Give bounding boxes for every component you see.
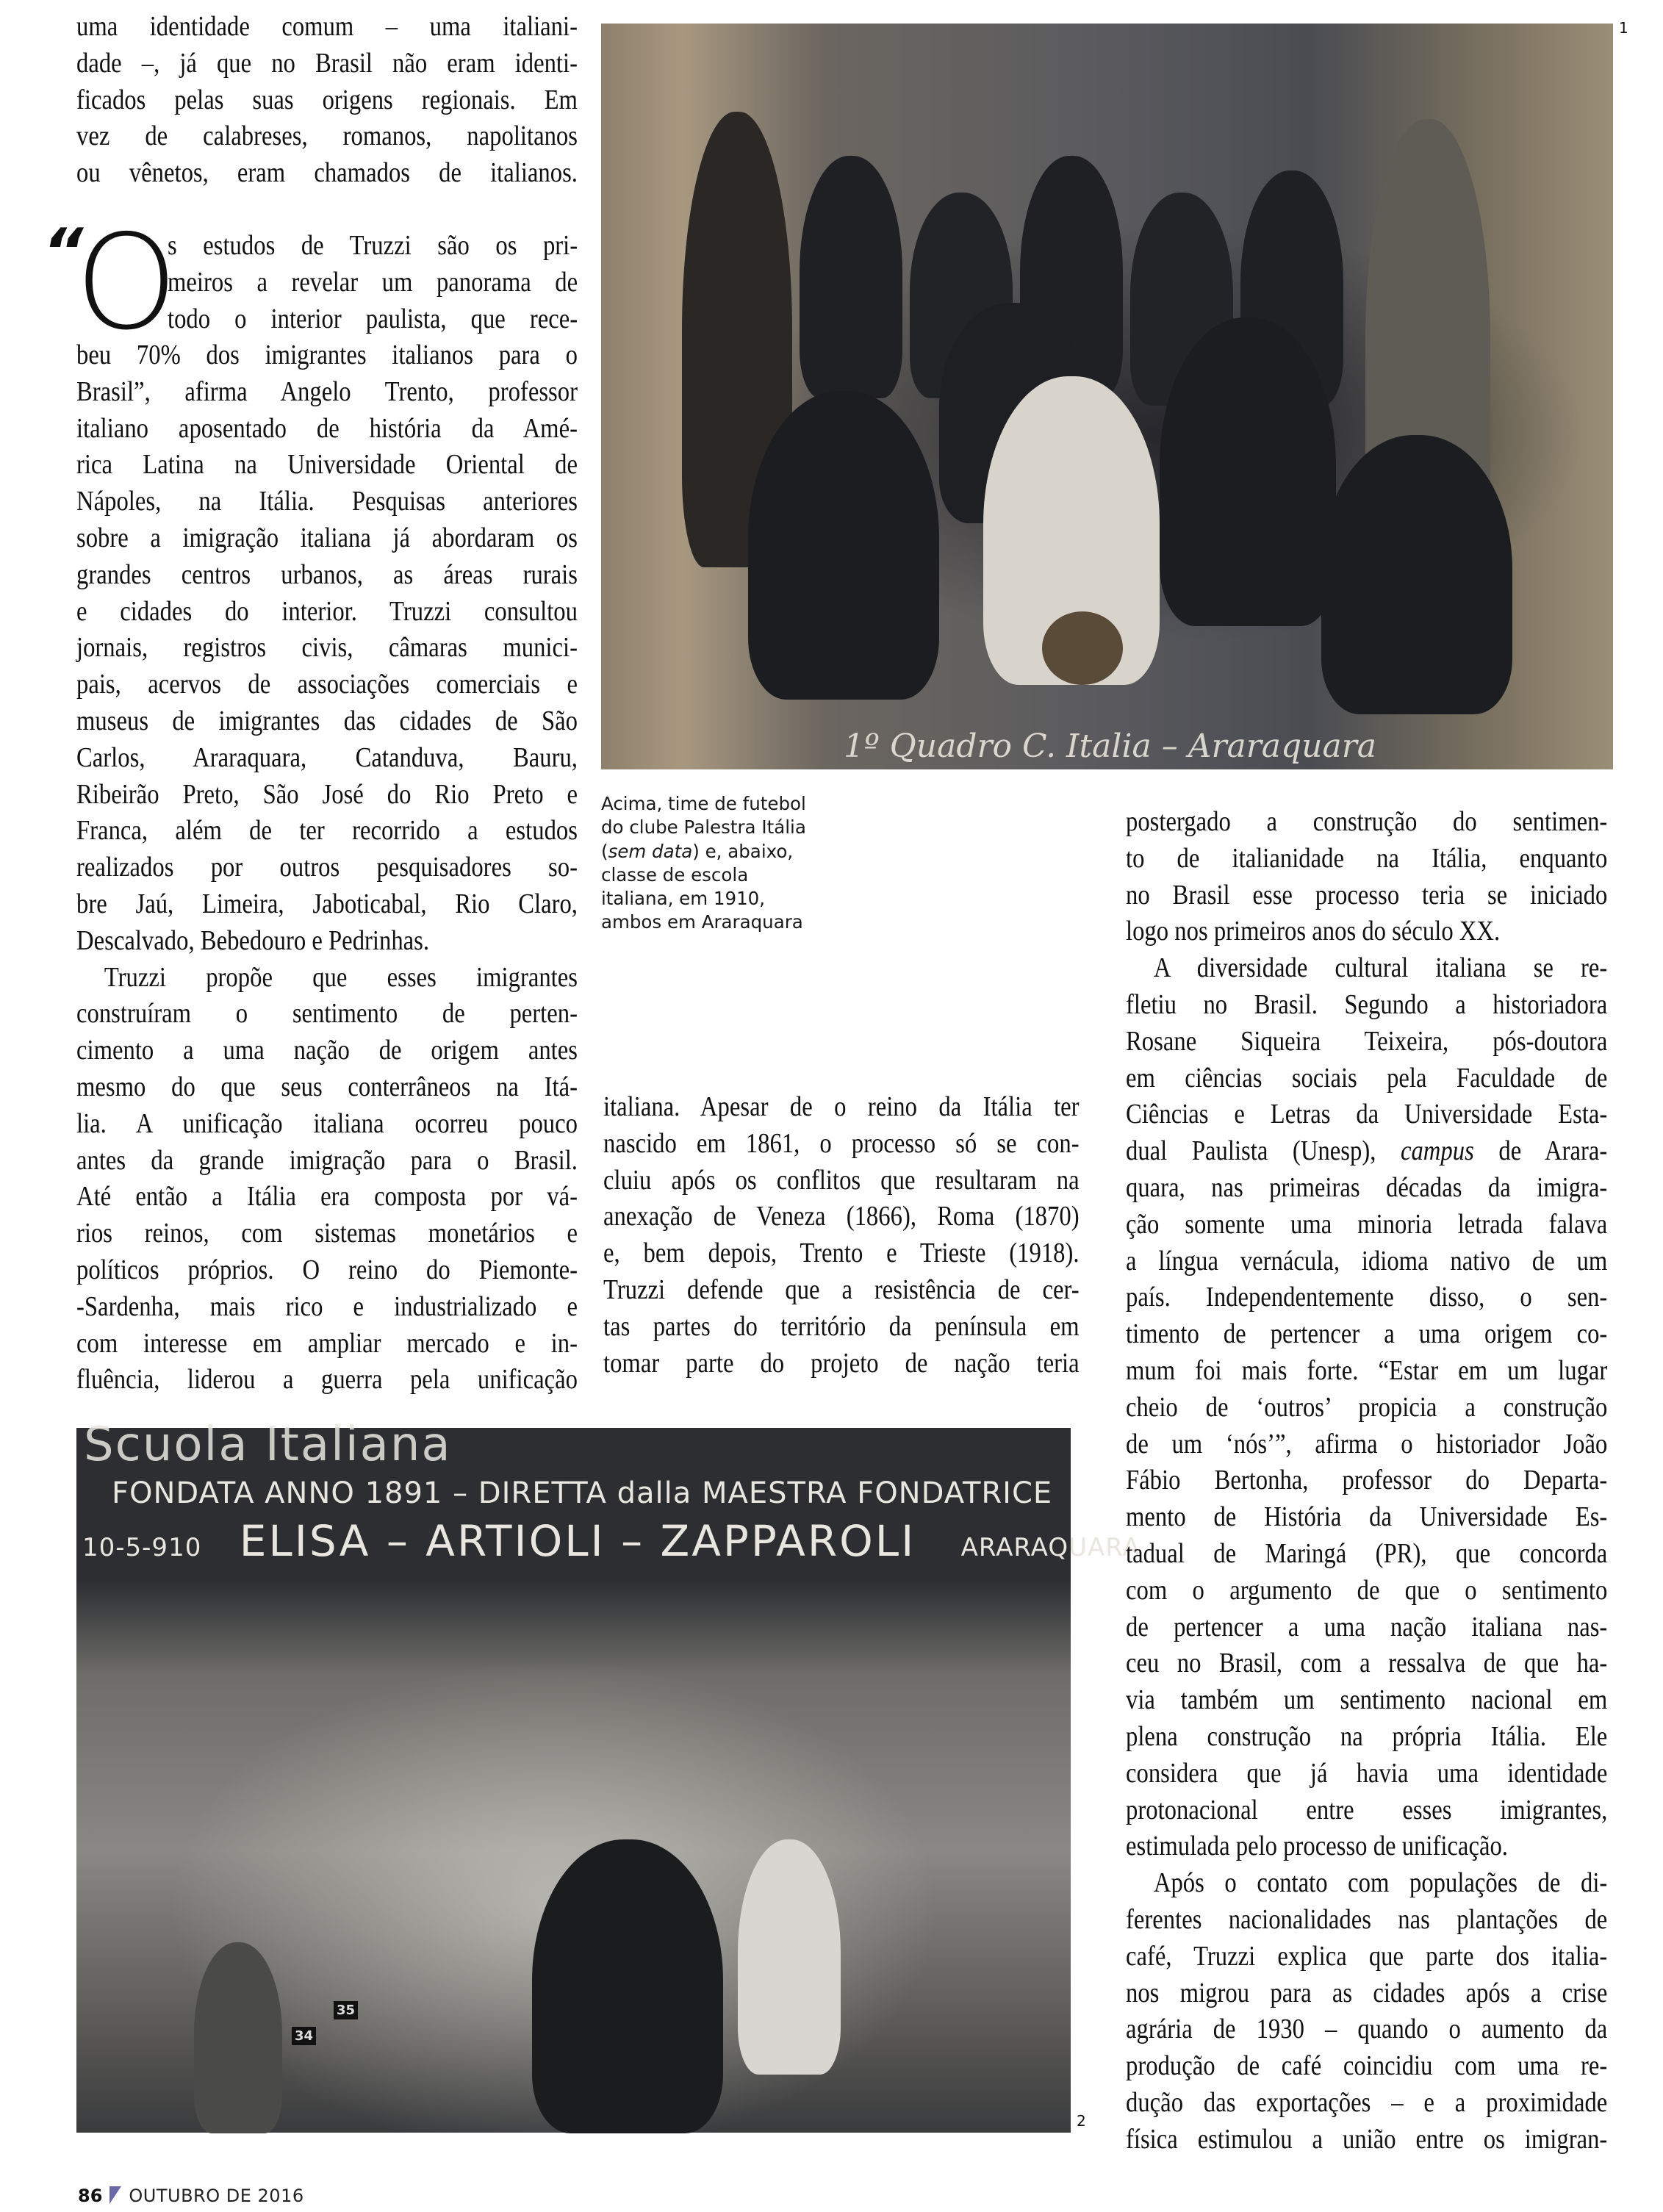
text-run: dual Paulista (Unesp), bbox=[1126, 1135, 1401, 1167]
figure-silhouette bbox=[800, 156, 902, 398]
text-line: italiana. Apesar de o reino da Itália ter bbox=[603, 1091, 1080, 1122]
text-line: Rosane Siqueira Teixeira, pós-doutora bbox=[1126, 1025, 1608, 1057]
text-line: anexação de Veneza (1866), Roma (1870) bbox=[603, 1201, 1080, 1232]
teacher-silhouette bbox=[532, 1839, 723, 2133]
text-line: timento de pertencer a uma origem co- bbox=[1126, 1318, 1608, 1350]
text-line: mento de História da Universidade Es- bbox=[1126, 1501, 1608, 1533]
text-line: de pertencer a uma nação italiana nas- bbox=[1126, 1611, 1608, 1642]
text-line: fletiu no Brasil. Segundo a historiadora bbox=[1126, 988, 1608, 1020]
photo-caption bbox=[601, 792, 822, 935]
text-line: rica Latina na Universidade Oriental de bbox=[76, 449, 578, 481]
student-tag: 35 bbox=[334, 2001, 358, 2019]
text-line: Carlos, Araraquara, Catanduva, Bauru, bbox=[76, 741, 578, 773]
board-name-line bbox=[82, 1516, 1141, 1566]
text-line: Franca, além de ter recorrido a estudos bbox=[76, 815, 578, 847]
text-line: s estudos de Truzzi são os pri- bbox=[168, 230, 578, 261]
text-italic: campus bbox=[1400, 1135, 1474, 1167]
text-line: Até então a Itália era composta por vá- bbox=[76, 1181, 578, 1213]
text-line: Ciências e Letras da Universidade Esta- bbox=[1126, 1099, 1608, 1130]
figure-silhouette bbox=[1321, 435, 1512, 714]
text-line: Truzzi defende que a resistência de cer- bbox=[603, 1274, 1080, 1305]
text-line: jornais, registros civis, câmaras munici- bbox=[76, 632, 578, 664]
text-line: via também um sentimento nacional em bbox=[1126, 1684, 1608, 1716]
text-line: e cidades do interior. Truzzi consultou bbox=[76, 595, 578, 627]
board-subtitle: FONDATA ANNO 1891 – DIRETTA dalla MAESTRA FONDATRICE bbox=[112, 1476, 1053, 1510]
text-line: considera que já havia uma identidade bbox=[1126, 1757, 1608, 1789]
text-line: café, Truzzi explica que parte dos italia- bbox=[1126, 1940, 1608, 1972]
text-line: mesmo do que seus conterrâneos na Itá- bbox=[76, 1071, 578, 1102]
text-line: Após o contato com populações de di- bbox=[1153, 1867, 1608, 1899]
text-line: mum foi mais forte. “Estar em um lugar bbox=[1126, 1354, 1608, 1386]
photo1-inscription: 1º Quadro C. Italia – Araraquara bbox=[844, 728, 1377, 765]
text-line bbox=[1126, 1133, 1607, 1170]
student-tag: 34 bbox=[292, 2027, 316, 2045]
page-number: 86 bbox=[78, 2186, 103, 2206]
text-line: tas partes do território da península em bbox=[603, 1310, 1080, 1342]
page-footer bbox=[78, 2186, 304, 2206]
caption-paren: ( bbox=[601, 840, 608, 862]
text-line: A diversidade cultural italiana se re- bbox=[1153, 952, 1608, 984]
caption-rest: ) e, abaixo, bbox=[692, 840, 794, 862]
text-run: de Arara- bbox=[1473, 1135, 1608, 1167]
board-place: ARARAQUARA bbox=[960, 1533, 1141, 1562]
text-line: nascido em 1861, o processo só se con- bbox=[603, 1127, 1080, 1159]
football bbox=[1042, 611, 1123, 685]
text-line: construíram o sentimento de perten- bbox=[76, 998, 578, 1030]
text-line: Brasil”, afirma Angelo Trento, professor bbox=[76, 376, 578, 407]
text-line: quara, nas primeiras décadas da imigra- bbox=[1126, 1171, 1608, 1203]
caption-line: Acima, time de futebol bbox=[601, 793, 806, 814]
caption-line: italiana, em 1910, bbox=[601, 888, 766, 910]
text-line: lia. A unificação italiana ocorreu pouco bbox=[76, 1107, 578, 1139]
text-line: Descalvado, Bebedouro e Pedrinhas. bbox=[76, 924, 430, 956]
text-line: ficados pelas suas origens regionais. Em bbox=[76, 84, 578, 115]
text-line: ção somente uma minoria letrada falava bbox=[1126, 1208, 1608, 1240]
text-line: museus de imigrantes das cidades de São bbox=[76, 705, 578, 736]
text-line: produção de café coincidiu com uma re- bbox=[1126, 2050, 1608, 2082]
text-line: fluência, liderou a guerra pela unificação bbox=[76, 1364, 578, 1396]
left-column-paragraph-1 bbox=[76, 9, 578, 192]
photo-italian-school-class bbox=[76, 1418, 1141, 2133]
text-line: rios reinos, com sistemas monetários e bbox=[76, 1218, 578, 1249]
text-line: todo o interior paulista, que rece- bbox=[168, 303, 578, 334]
text-line: -Sardenha, mais rico e industrializado e bbox=[76, 1290, 578, 1322]
photo1-number: 1 bbox=[1619, 19, 1628, 37]
text-line: ceu no Brasil, com a ressalva de que ha- bbox=[1126, 1648, 1608, 1679]
caption-line: ambos em Araraquara bbox=[601, 911, 803, 933]
text-line: estimulada pelo processo de unificação. bbox=[1126, 1831, 1508, 1862]
middle-column-text bbox=[603, 1089, 1080, 1382]
text-line: to de italianidade na Itália, enquanto bbox=[1126, 842, 1608, 874]
photo-football-team bbox=[601, 24, 1613, 769]
caption-line: classe de escola bbox=[601, 863, 749, 886]
text-line: políticos próprios. O reino do Piemonte- bbox=[76, 1254, 578, 1285]
text-line: país. Independentemente disso, o sen- bbox=[1126, 1282, 1608, 1313]
text-line: vez de calabreses, romanos, napolitanos bbox=[76, 121, 578, 152]
photo2-number: 2 bbox=[1077, 2112, 1086, 2130]
text-line: tomar parte do projeto de nação teria bbox=[603, 1347, 1080, 1379]
text-line: sobre a imigração italiana já abordaram os bbox=[76, 522, 578, 553]
text-line: bre Jaú, Limeira, Jaboticabal, Rio Claro, bbox=[76, 888, 578, 919]
text-line: com interesse em ampliar mercado e in- bbox=[76, 1327, 578, 1359]
text-line: realizados por outros pesquisadores so- bbox=[76, 852, 578, 883]
text-line: em ciências sociais pela Faculdade de bbox=[1126, 1062, 1608, 1094]
figure-silhouette bbox=[1160, 317, 1336, 626]
text-line: dução das exportações – e a proximidade bbox=[1126, 2086, 1608, 2118]
text-line: a língua vernácula, idioma nativo de um bbox=[1126, 1245, 1608, 1276]
issue-date: OUTUBRO DE 2016 bbox=[129, 2186, 304, 2206]
text-line: meiros a revelar um panorama de bbox=[168, 266, 578, 298]
figure-silhouette bbox=[738, 1839, 841, 2075]
text-line: cheio de ‘outros’ propicia a construção bbox=[1126, 1391, 1608, 1423]
caption-line: do clube Palestra Itália bbox=[601, 816, 806, 839]
text-line: cimento a uma nação de origem antes bbox=[76, 1035, 578, 1066]
text-line: de um ‘nós’”, afirma o historiador João bbox=[1126, 1428, 1608, 1459]
text-line: pais, acervos de associações comerciais e bbox=[76, 669, 578, 700]
drop-quote-mark: “ bbox=[43, 215, 84, 289]
text-line: ferentes nacionalidades nas plantações de bbox=[1126, 1903, 1608, 1935]
text-line: nos migrou para as cidades após a crise bbox=[1126, 1977, 1608, 2008]
text-line: Fábio Bertonha, professor do Departa- bbox=[1126, 1465, 1608, 1496]
text-line: uma identidade comum – uma italiani- bbox=[76, 11, 578, 42]
board-title: Scuola Italiana bbox=[84, 1418, 452, 1472]
text-line: plena construção na própria Itália. Ele bbox=[1126, 1720, 1608, 1752]
blackboard bbox=[76, 1418, 1141, 1582]
text-line: ou vênetos, eram chamados de italianos. bbox=[76, 157, 578, 189]
caption-line bbox=[601, 840, 822, 863]
left-column-dropcap-lines bbox=[168, 228, 578, 337]
caption-italic: sem data bbox=[608, 840, 693, 862]
drop-cap: O bbox=[75, 207, 179, 359]
text-line: postergado a construção do sentimen- bbox=[1126, 806, 1608, 837]
text-line: beu 70% dos imigrantes italianos para o bbox=[76, 340, 578, 370]
text-line: no Brasil esse processo teria se iniciado bbox=[1126, 879, 1608, 911]
text-line: agrária de 1930 – quando o aumento da bbox=[1126, 2014, 1608, 2045]
figure-silhouette bbox=[194, 1942, 282, 2133]
left-column-paragraph-2 bbox=[76, 337, 578, 1398]
text-line: Nápoles, na Itália. Pesquisas anteriores bbox=[76, 486, 578, 517]
text-line: e, bem depois, Trento e Trieste (1918). bbox=[603, 1238, 1080, 1269]
text-line: Truzzi propõe que esses imigrantes bbox=[104, 961, 578, 993]
triangle-icon bbox=[109, 2186, 121, 2204]
board-name: ELISA – ARTIOLI – ZAPPAROLI bbox=[239, 1516, 916, 1566]
text-line: italiano aposentado de história da Amé- bbox=[76, 412, 578, 444]
board-date: 10-5-910 bbox=[82, 1533, 202, 1562]
text-line: Ribeirão Preto, São José do Rio Preto e bbox=[76, 778, 578, 810]
text-line: com o argumento de que o sentimento bbox=[1126, 1574, 1608, 1606]
right-column-text bbox=[1126, 804, 1607, 2158]
text-line: antes da grande imigração para o Brasil. bbox=[76, 1144, 578, 1176]
figure-silhouette bbox=[748, 391, 939, 700]
text-line: tadual de Maringá (PR), que concorda bbox=[1126, 1537, 1608, 1569]
text-line: física estimulou a união entre os imigran- bbox=[1126, 2123, 1608, 2155]
text-line: cluiu após os conflitos que resultaram na bbox=[603, 1164, 1080, 1196]
text-line: grandes centros urbanos, as áreas rurais bbox=[76, 559, 578, 590]
text-line: protonacional entre esses imigrantes, bbox=[1126, 1794, 1608, 1825]
text-line: dade –, já que no Brasil não eram identi- bbox=[76, 47, 578, 79]
text-line: logo nos primeiros anos do século XX. bbox=[1126, 916, 1501, 947]
